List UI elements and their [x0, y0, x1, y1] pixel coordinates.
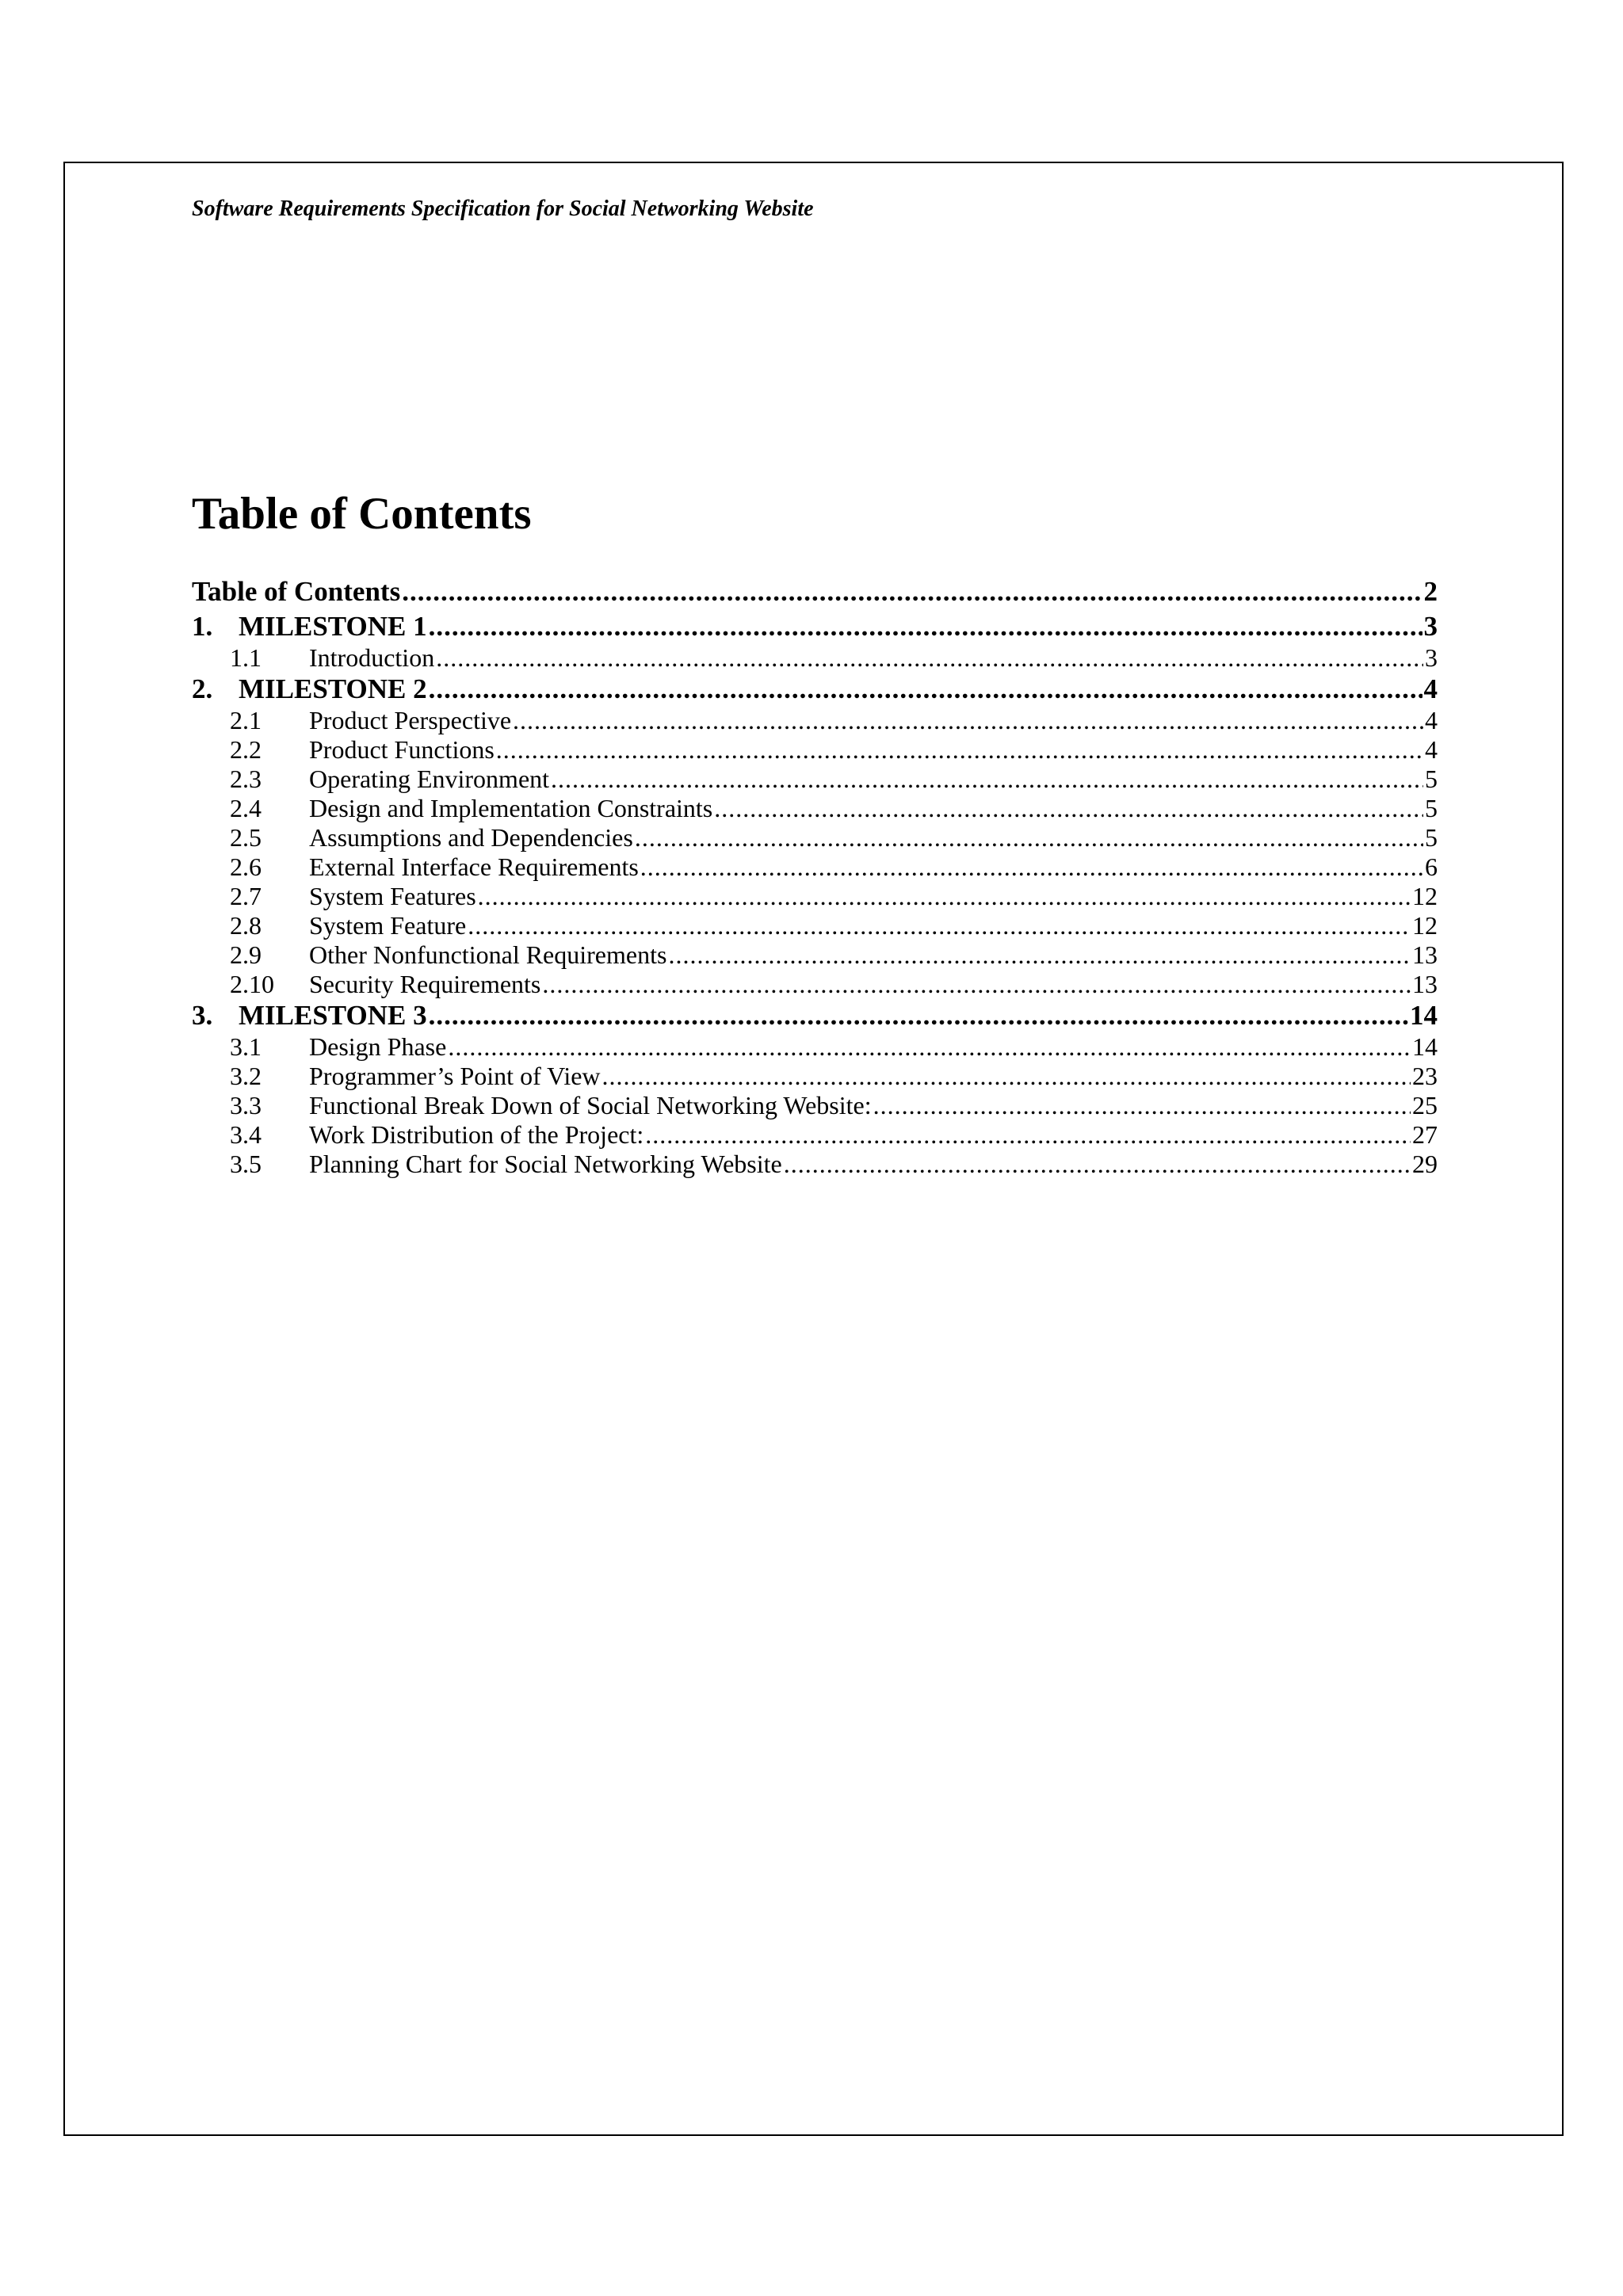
toc-entry-page-number: 12	[1412, 911, 1438, 940]
toc-subsection-entry[interactable]	[192, 852, 1438, 882]
toc-dot-leader	[640, 852, 1423, 882]
toc-entry-title: Planning Chart for Social Networking Website	[309, 1150, 782, 1178]
toc-entry-number: 1.	[192, 611, 213, 642]
toc-entry-title: Operating Environment	[309, 765, 550, 793]
toc-dot-leader	[714, 794, 1423, 823]
toc-entry-number: 2.7	[230, 882, 262, 910]
toc-list	[192, 574, 1438, 1179]
running-header: Software Requirements Specification for Social Networking Website	[192, 196, 814, 221]
toc-entry-number: 2.2	[230, 735, 262, 764]
toc-entry-page-number: 14	[1410, 1000, 1438, 1031]
toc-subsection-entry[interactable]	[192, 735, 1438, 765]
toc-subsection-entry[interactable]	[192, 882, 1438, 911]
toc-entry-page-number: 27	[1412, 1120, 1438, 1149]
toc-entry-number: 3.3	[230, 1091, 262, 1119]
toc-entry-number: 3.1	[230, 1032, 262, 1061]
toc-entry-page-number: 5	[1425, 765, 1438, 793]
toc-entry-number: 3.	[192, 1000, 213, 1031]
toc-entry-number: 3.5	[230, 1150, 262, 1178]
toc-dot-leader	[542, 970, 1411, 999]
toc-dot-leader	[436, 643, 1423, 673]
toc-subsection-entry[interactable]	[192, 940, 1438, 970]
toc-dot-leader	[468, 911, 1411, 940]
toc-subsection-entry[interactable]	[192, 1032, 1438, 1062]
toc-dot-leader	[478, 882, 1411, 911]
toc-entry-page-number: 25	[1412, 1091, 1438, 1119]
toc-entry-page-number: 12	[1412, 882, 1438, 910]
toc-dot-leader	[635, 823, 1423, 852]
toc-subsection-entry[interactable]	[192, 706, 1438, 735]
toc-entry-title: External Interface Requirements	[309, 852, 639, 881]
toc-subsection-entry[interactable]	[192, 1150, 1438, 1179]
toc-subsection-entry[interactable]	[192, 643, 1438, 673]
toc-entry-title: Design Phase	[309, 1032, 447, 1061]
toc-self-entry[interactable]	[192, 574, 1438, 610]
toc-entry-page-number: 29	[1412, 1150, 1438, 1178]
toc-dot-leader	[602, 1062, 1411, 1091]
toc-entry-title: Design and Implementation Constraints	[309, 794, 713, 822]
toc-subsection-entry[interactable]	[192, 765, 1438, 794]
toc-entry-number: 2.4	[230, 794, 262, 822]
toc-entry-title: Other Nonfunctional Requirements	[309, 940, 667, 969]
toc-subsection-entry[interactable]	[192, 970, 1438, 999]
toc-entry-page-number: 3	[1423, 611, 1438, 642]
toc-entry-number: 1.1	[230, 643, 262, 672]
toc-dot-leader	[402, 574, 1422, 610]
toc-entry-title: Functional Break Down of Social Networking Website:	[309, 1091, 872, 1119]
toc-subsection-entry[interactable]	[192, 911, 1438, 940]
toc-entry-page-number: 4	[1425, 735, 1438, 764]
toc-entry-number: 3.4	[230, 1120, 262, 1149]
toc-entry-number: 2.5	[230, 823, 262, 852]
toc-dot-leader	[448, 1032, 1411, 1062]
toc-entry-title: MILESTONE 3	[239, 1000, 427, 1031]
toc-entry-page-number: 4	[1425, 706, 1438, 734]
toc-entry-title: Programmer’s Point of View	[309, 1062, 601, 1090]
toc-subsection-entry[interactable]	[192, 823, 1438, 852]
page-title: Table of Contents	[192, 489, 532, 539]
toc-dot-leader	[784, 1150, 1411, 1179]
toc-entry-title: Work Distribution of the Project:	[309, 1120, 644, 1149]
toc-entry-page-number: 13	[1412, 940, 1438, 969]
toc-entry-number: 2.9	[230, 940, 262, 969]
toc-dot-leader	[513, 706, 1423, 735]
toc-entry-page-number: 14	[1412, 1032, 1438, 1061]
toc-entry-title: Security Requirements	[309, 970, 541, 998]
toc-entry-title: Assumptions and Dependencies	[309, 823, 633, 852]
toc-subsection-entry[interactable]	[192, 794, 1438, 823]
toc-dot-leader	[429, 673, 1423, 706]
toc-dot-leader	[645, 1120, 1411, 1150]
toc-section-entry[interactable]	[192, 673, 1438, 706]
toc-entry-number: 2.10	[230, 970, 274, 998]
toc-entry-page-number: 5	[1425, 794, 1438, 822]
toc-entry-page-number: 3	[1425, 643, 1438, 672]
toc-dot-leader	[551, 765, 1423, 794]
toc-dot-leader	[873, 1091, 1411, 1120]
toc-dot-leader	[429, 999, 1408, 1032]
toc-entry-title: System Features	[309, 882, 476, 910]
toc-entry-title: Introduction	[309, 643, 435, 672]
toc-entry-number: 2.3	[230, 765, 262, 793]
toc-entry-number: 3.2	[230, 1062, 262, 1090]
toc-entry-number: 2.	[192, 673, 213, 704]
toc-entry-page-number: 23	[1412, 1062, 1438, 1090]
toc-dot-leader	[429, 610, 1423, 643]
toc-entry-title: Product Functions	[309, 735, 495, 764]
toc-subsection-entry[interactable]	[192, 1062, 1438, 1091]
toc-entry-page-number: 6	[1425, 852, 1438, 881]
toc-dot-leader	[668, 940, 1411, 970]
toc-entry-number: 2.1	[230, 706, 262, 734]
toc-entry-title: MILESTONE 2	[239, 673, 427, 704]
toc-entry-page-number: 4	[1423, 673, 1438, 704]
toc-entry-title: MILESTONE 1	[239, 611, 427, 642]
toc-dot-leader	[496, 735, 1423, 765]
toc-entry-number: 2.8	[230, 911, 262, 940]
toc-section-entry[interactable]	[192, 999, 1438, 1032]
toc-section-entry[interactable]	[192, 610, 1438, 643]
toc-entry-page-number: 5	[1425, 823, 1438, 852]
toc-subsection-entry[interactable]	[192, 1091, 1438, 1120]
toc-entry-title: Table of Contents	[192, 576, 401, 607]
toc-entry-title: System Feature	[309, 911, 467, 940]
toc-entry-number: 2.6	[230, 852, 262, 881]
toc-entry-title: Product Perspective	[309, 706, 512, 734]
toc-entry-page-number: 13	[1412, 970, 1438, 998]
toc-subsection-entry[interactable]	[192, 1120, 1438, 1150]
toc-entry-page-number: 2	[1423, 576, 1438, 607]
